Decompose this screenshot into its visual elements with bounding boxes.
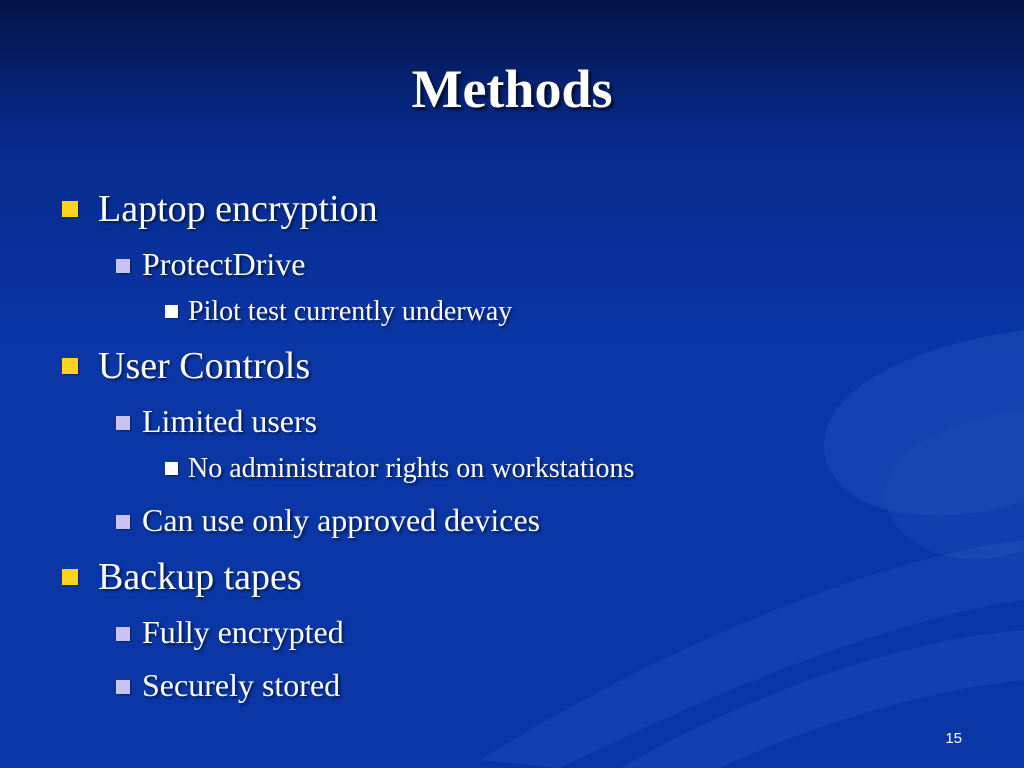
square-bullet-icon (62, 358, 78, 374)
bullet-text: User Controls (98, 345, 311, 387)
page-number: 15 (945, 730, 962, 747)
square-bullet-icon (116, 515, 130, 529)
bullet-protectdrive (116, 248, 306, 280)
bullet-text: Limited users (142, 403, 318, 439)
square-bullet-icon (62, 569, 78, 585)
bullet-text: No administrator rights on workstations (188, 453, 635, 484)
square-bullet-icon (165, 462, 178, 475)
bullet-pilot-test (165, 298, 512, 326)
square-bullet-icon (116, 680, 130, 694)
square-bullet-icon (116, 259, 130, 273)
bullet-text: Pilot test currently underway (188, 296, 513, 327)
square-bullet-icon (62, 201, 78, 217)
slide-title: Methods (411, 59, 613, 119)
bullet-text: Fully encrypted (142, 614, 344, 650)
bullet-text: Can use only approved devices (142, 502, 541, 538)
bullet-text: Backup tapes (98, 556, 302, 598)
bullet-text: Laptop encryption (98, 188, 378, 230)
bullet-text: ProtectDrive (142, 246, 306, 282)
bullet-laptop-encryption (62, 190, 378, 228)
square-bullet-icon (165, 305, 178, 318)
bullet-no-admin-rights (165, 455, 634, 483)
bullet-securely-stored (116, 669, 340, 701)
bullet-backup-tapes (62, 558, 302, 596)
bullet-approved-devices (116, 504, 540, 536)
bullet-user-controls (62, 347, 310, 385)
square-bullet-icon (116, 416, 130, 430)
bullet-fully-encrypted (116, 616, 344, 648)
bullet-text: Securely stored (142, 667, 341, 703)
square-bullet-icon (116, 627, 130, 641)
bullet-limited-users (116, 405, 317, 437)
